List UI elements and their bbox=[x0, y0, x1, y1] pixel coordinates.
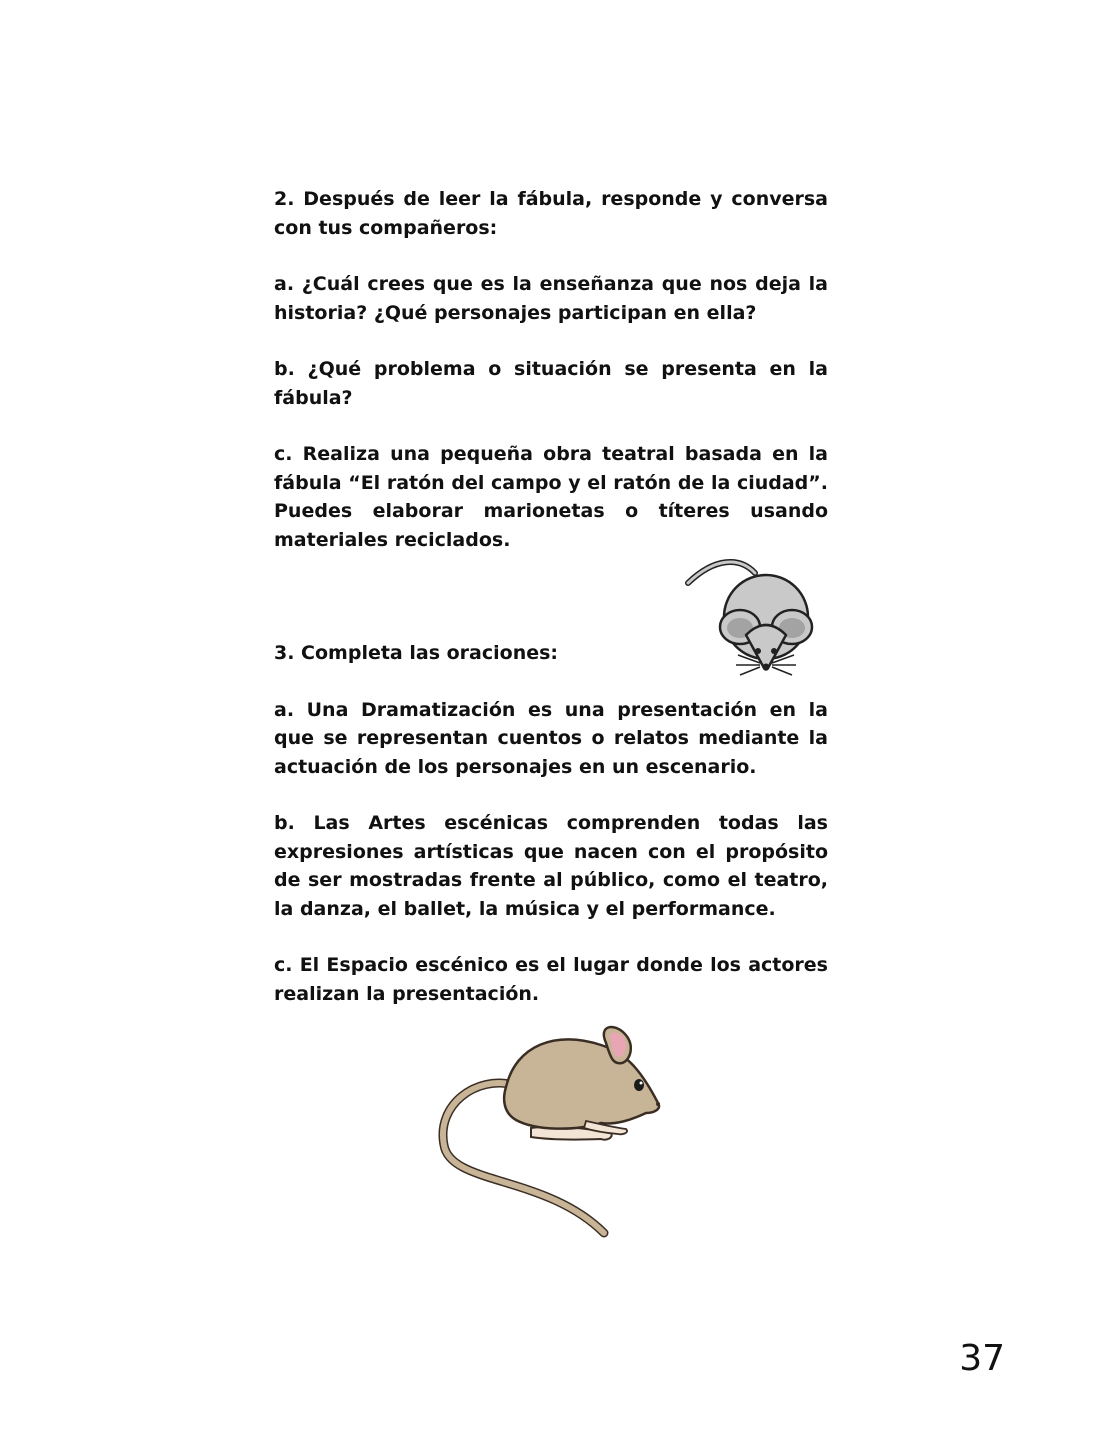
sentence-3a: a. Una Dramatización es una presentación en la que se representan cuentos o relatos mediante la actuación de los personajes en un escenario. bbox=[274, 698, 828, 778]
gray-mouse-icon bbox=[680, 555, 820, 680]
section-3-title: 3. Completa las oraciones: bbox=[274, 642, 559, 664]
section-2-title: 2. Después de leer la fábula, responde y conversa con tus compañeros: bbox=[274, 188, 828, 239]
question-2b: b. ¿Qué problema o situación se presenta en la fábula? bbox=[274, 358, 828, 409]
page-number: 37 bbox=[959, 1338, 1005, 1379]
question-2c: c. Realiza una pequeña obra teatral basada en la fábula “El ratón del campo y el ratón de la ciudad”. Puedes elaborar marionetas o títeres usando materiales reciclados. bbox=[274, 443, 828, 551]
question-2a: a. ¿Cuál crees que es la enseñanza que nos deja la historia? ¿Qué personajes participan en ella? bbox=[274, 273, 828, 324]
brown-mouse-icon bbox=[436, 1025, 668, 1240]
sentence-3c: c. El Espacio escénico es el lugar donde los actores realizan la presentación. bbox=[274, 954, 828, 1005]
sentence-3b: b. Las Artes escénicas comprenden todas las expresiones artísticas que nacen con el propósito de ser mostradas frente al público, como el teatro, la danza, el ballet, la música y el performance. bbox=[274, 812, 828, 920]
